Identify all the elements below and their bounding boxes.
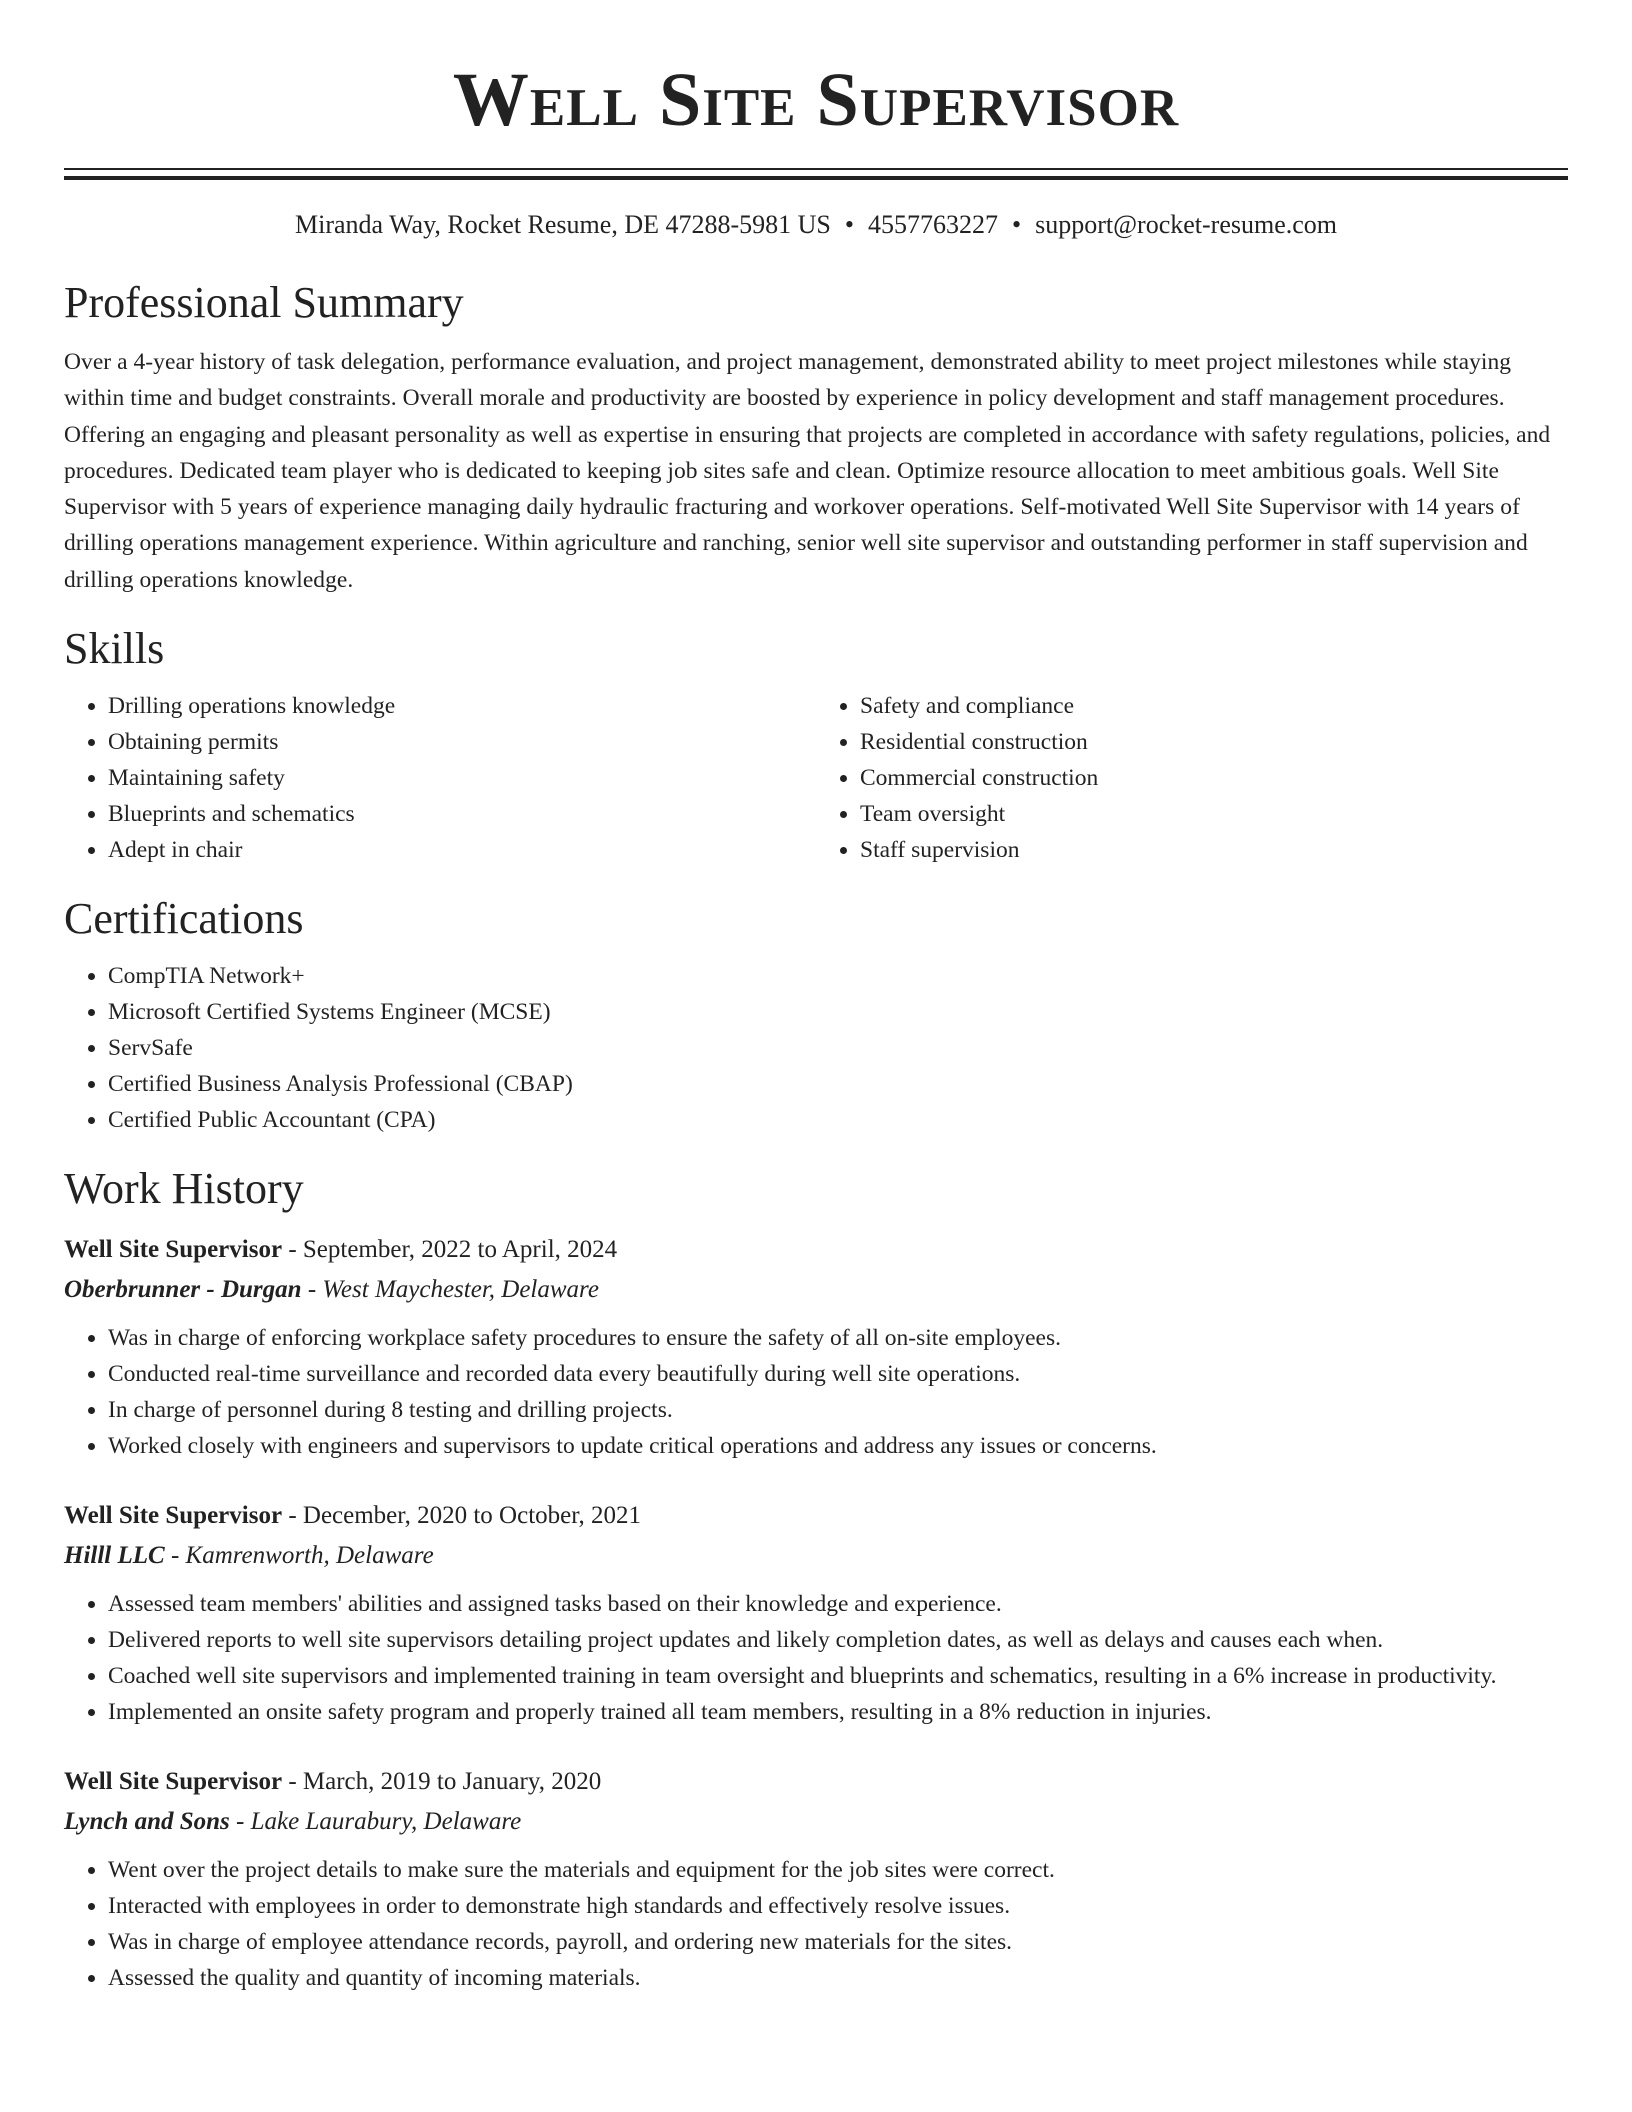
job-company-line (64, 1270, 1568, 1310)
contact-address: Miranda Way, Rocket Resume, DE 47288-5981 US (294, 210, 831, 239)
certification-item: • CompTIA Network+ (108, 958, 1568, 994)
job-bullet: • Interacted with employees in order to demonstrate high standards and effectively resolve issues. (108, 1888, 1568, 1924)
job-title-line (64, 1762, 1568, 1802)
job-company-line (64, 1802, 1568, 1842)
job-dash: - (164, 1542, 186, 1570)
skills-list-left (64, 688, 816, 868)
job-bullets (64, 1320, 1568, 1464)
job-bullets (64, 1852, 1568, 1996)
skill-item: • Drilling operations knowledge (108, 688, 816, 724)
skill-item: • Blueprints and schematics (108, 796, 816, 832)
job-bullet: • Coached well site supervisors and implemented training in team oversight and blueprints and schematics, resulting in a 6% increase in productivity. (108, 1658, 1568, 1694)
skill-item: • Safety and compliance (860, 688, 1568, 724)
contact-line (64, 208, 1568, 242)
summary-text: Over a 4-year history of task delegation, performance evaluation, and project management, demonstrated ability to meet project milestones while staying within time and budget constraints. Overall morale and productivity are boosted by experience in policy development and staff management procedures. Offering an engaging and pleasant personality as well as expertise in ensuring that projects are completed in accordance with safety regulations, policies, and procedures. Dedicated team player who is dedicated to keeping job sites safe and clean. Optimize resource allocation to meet ambitious goals. Well Site Supervisor with 5 years of experience managing daily hydraulic fracturing and workover operations. Self-motivated Well Site Supervisor with 14 years of drilling operations management experience. Within agriculture and ranching, senior well site supervisor and outstanding performer in staff supervision and drilling operations knowledge. (64, 349, 1551, 593)
job-location: West Maychester, Delaware (322, 1276, 599, 1304)
job-bullet: • Went over the project details to make sure the materials and equipment for the job sites were correct. (108, 1852, 1568, 1888)
skill-item: • Team oversight (860, 796, 1568, 832)
certifications-heading: Certifications (64, 894, 304, 944)
certification-item: • Certified Business Analysis Professional (CBAP) (108, 1066, 1568, 1102)
skill-item: • Maintaining safety (108, 760, 816, 796)
contact-phone: 4557763227 (867, 210, 998, 239)
job-bullet: • Was in charge of enforcing workplace safety procedures to ensure the safety of all on-site employees. (108, 1320, 1568, 1356)
job-entry (64, 1230, 1568, 1464)
job-dash: - (229, 1808, 251, 1836)
job-bullet: • In charge of personnel during 8 testing and drilling projects. (108, 1392, 1568, 1428)
job-dates: September, 2022 to April, 2024 (302, 1236, 618, 1264)
job-title-line (64, 1230, 1568, 1270)
job-bullet: • Implemented an onsite safety program and properly trained all team members, resulting in a 8% reduction in injuries. (108, 1694, 1568, 1730)
job-bullet: • Was in charge of employee attendance records, payroll, and ordering new materials for the sites. (108, 1924, 1568, 1960)
skill-item: • Residential construction (860, 724, 1568, 760)
job-bullet: • Worked closely with engineers and supervisors to update critical operations and address any issues or concerns. (108, 1428, 1568, 1464)
job-dates: December, 2020 to October, 2021 (302, 1502, 642, 1530)
job-location: Kamrenworth, Delaware (185, 1542, 434, 1570)
certification-item: • Certified Public Accountant (CPA) (108, 1102, 1568, 1138)
skills-columns (64, 688, 1568, 868)
header-divider (64, 168, 1568, 180)
certification-item: • Microsoft Certified Systems Engineer (MCSE) (108, 994, 1568, 1030)
job-entry (64, 1762, 1568, 1996)
job-dash: - (282, 1502, 303, 1530)
job-bullet: • Delivered reports to well site supervisors detailing project updates and likely completion dates, as well as delays and causes each when. (108, 1622, 1568, 1658)
skills-heading: Skills (64, 624, 165, 674)
skills-list-right (816, 688, 1568, 868)
job-title: Well Site Supervisor (64, 1502, 283, 1530)
job-entry (64, 1496, 1568, 1730)
job-title: Well Site Supervisor (64, 1768, 283, 1796)
job-dash: - (282, 1236, 303, 1264)
job-bullet: • Conducted real-time surveillance and recorded data every beautifully during well site operations. (108, 1356, 1568, 1392)
skill-item: • Adept in chair (108, 832, 816, 868)
job-company-line (64, 1536, 1568, 1576)
job-dates: March, 2019 to January, 2020 (302, 1768, 602, 1796)
job-bullet: • Assessed team members' abilities and assigned tasks based on their knowledge and experience. (108, 1586, 1568, 1622)
skill-item: • Staff supervision (860, 832, 1568, 868)
skill-item: • Obtaining permits (108, 724, 816, 760)
certifications-list (64, 958, 1568, 1138)
contact-email: support@rocket-resume.com (1035, 210, 1338, 239)
summary-heading: Professional Summary (64, 278, 464, 327)
contact-separator: • (1011, 210, 1022, 239)
work-history-heading: Work History (64, 1164, 304, 1214)
job-bullet: • Assessed the quality and quantity of incoming materials. (108, 1960, 1568, 1996)
job-company: Oberbrunner - Durgan (64, 1276, 302, 1304)
job-location: Lake Laurabury, Delaware (250, 1808, 522, 1836)
job-title: Well Site Supervisor (64, 1236, 283, 1264)
job-bullets (64, 1586, 1568, 1730)
contact-separator: • (844, 210, 854, 239)
job-company: Hilll LLC (64, 1542, 165, 1570)
job-dash: - (282, 1768, 303, 1796)
certification-item: • ServSafe (108, 1030, 1568, 1066)
resume-name: Well Site Supervisor (452, 58, 1180, 142)
skill-item: • Commercial construction (860, 760, 1568, 796)
job-title-line (64, 1496, 1568, 1536)
job-dash: - (301, 1276, 323, 1304)
job-company: Lynch and Sons (64, 1808, 230, 1836)
